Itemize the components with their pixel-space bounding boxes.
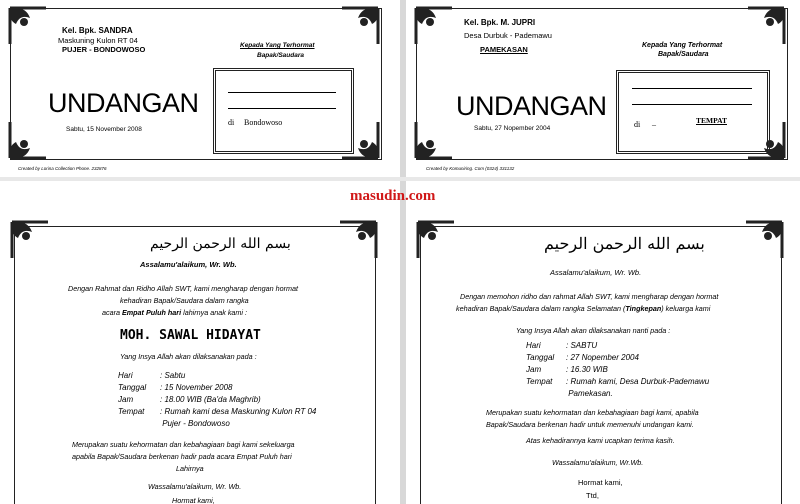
address-city: PUJER - BONDOWOSO: [62, 45, 146, 54]
location-dash: –: [652, 120, 656, 129]
credit-text: Created by Komuniring. Com (0324) 331132: [426, 166, 515, 171]
event-name: Empat Puluh hari: [121, 308, 182, 317]
location: TEMPAT: [696, 116, 727, 125]
envelope-right: [406, 0, 800, 176]
watermark: masudin.com: [350, 188, 436, 204]
address-line-blank: [228, 108, 336, 109]
intro-text: lahirnya anak kami :: [183, 308, 248, 317]
address-city: PAMEKASAN: [480, 45, 528, 54]
letter-left: [0, 212, 398, 504]
intro-text: ) keluarga kami: [661, 304, 711, 313]
row-value: : 27 Nopember 2004: [566, 353, 639, 362]
row-value: : Rumah kami desa Maskuning Kulon RT 04: [160, 407, 317, 416]
wassalam: Wassalamu'alaikum, Wr.Wb.: [552, 458, 644, 467]
schedule-row: [118, 370, 316, 382]
row-value: : Rumah kami, Desa Durbuk-Pademawu: [566, 377, 710, 386]
ornament-corner-icon: [6, 4, 52, 50]
intro-text: kehadiran Bapak/Saudara dalam rangka Selamatan (: [456, 304, 626, 313]
ornament-corner-icon: [334, 218, 380, 264]
row-value: : 15 November 2008: [160, 383, 233, 392]
intro-line: Dengan memohon ridho dan rahmat Allah SWT, kami mengharap dengan hormat: [460, 292, 719, 301]
letter-right: [406, 212, 800, 504]
intro-text: acara: [102, 308, 120, 317]
address-line-blank: [228, 92, 336, 93]
bismillah-calligraphy: بسم الله الرحمن الرحيم: [150, 236, 291, 252]
address-line: Desa Durbuk - Pademawu: [464, 31, 552, 40]
row-value: : SABTU: [566, 341, 598, 350]
wassalam: Wassalamu'alaikum, Wr. Wb.: [148, 482, 242, 491]
schedule-row: [118, 418, 316, 430]
family-name: Kel. Bpk. SANDRA: [62, 26, 133, 35]
thanks-line: Atas kehadirannya kami ucapkan terima kasih.: [526, 436, 675, 445]
closing-line: Merupakan suatu kehormatan dan kebahagiaan bagi kami, apabila: [486, 408, 699, 417]
event-name: Tingkepan: [625, 304, 662, 313]
ornament-corner-icon: [412, 116, 458, 162]
schedule-intro: Yang Insya Allah akan dilaksanakan nanti pada :: [516, 326, 671, 335]
child-name: MOH. SAWAL HIDAYAT: [120, 328, 261, 343]
schedule-row: [118, 406, 316, 418]
schedule-intro: Yang Insya Allah akan dilaksanakan pada :: [120, 352, 257, 361]
invitation-title: UNDANGAN: [48, 88, 199, 118]
recipient-header: Bapak/Saudara: [257, 52, 304, 59]
ornament-corner-icon: [412, 4, 458, 50]
credit-text: Created by Lorina Collection Phone. 232876: [18, 166, 107, 171]
schedule-row: [526, 364, 709, 376]
row-value: Pujer - Bondowoso: [160, 419, 230, 428]
intro-line: [102, 308, 247, 317]
schedule-table: [526, 340, 709, 400]
envelope-left: [0, 0, 398, 176]
greeting: Assalamu'alaikum, Wr. Wb.: [140, 260, 237, 269]
recipient-frame: [213, 68, 354, 154]
recipient-header: Bapak/Saudara: [658, 51, 709, 58]
intro-line: Dengan Rahmat dan Ridho Allah SWT, kami mengharap dengan hormat: [68, 284, 298, 293]
row-label: Jam: [526, 365, 542, 374]
ornament-corner-icon: [336, 4, 382, 50]
location-prefix: di: [228, 118, 235, 127]
address-line-blank: [632, 88, 752, 89]
row-label: Tempat: [526, 377, 553, 386]
schedule-row: [118, 394, 316, 406]
address-line-blank: [632, 104, 752, 105]
ornament-corner-icon: [6, 116, 52, 162]
row-label: Hari: [526, 341, 541, 350]
schedule-row: [526, 376, 709, 388]
ornament-corner-icon: [8, 218, 54, 264]
intro-line: kehadiran Bapak/Saudara dalam rangka: [120, 296, 249, 305]
ornament-corner-icon: [742, 4, 788, 50]
closing-line: Lahirnya: [176, 464, 204, 473]
schedule-row: [526, 388, 709, 400]
row-label: Tempat: [118, 407, 145, 416]
invitation-title: UNDANGAN: [456, 91, 607, 121]
invitation-date: Sabtu, 15 November 2008: [66, 126, 142, 133]
row-label: Jam: [118, 395, 134, 404]
schedule-row: [526, 340, 709, 352]
row-label: Tanggal: [118, 383, 147, 392]
row-label: Tanggal: [526, 353, 555, 362]
schedule-table: [118, 370, 316, 430]
invitation-date: Sabtu, 27 Nopember 2004: [474, 125, 551, 132]
closing-line: Bapak/Saudara berkenan hadir untuk memenuhi undangan kami.: [486, 420, 694, 429]
row-value: Pamekasan.: [566, 389, 613, 398]
address-line: Maskuning Kulon RT 04: [58, 36, 138, 45]
closing-line: apabila Bapak/Saudara berkenan hadir pada acara Empat Puluh hari: [72, 452, 292, 461]
location-prefix: di: [634, 120, 641, 129]
row-value: : 18.00 WIB (Ba'da Maghrib): [160, 395, 261, 404]
schedule-row: [526, 352, 709, 364]
ttd: Ttd,: [586, 491, 599, 500]
row-value: : 16.30 WIB: [566, 365, 608, 374]
recipient-header: Kepada Yang Terhormat: [642, 42, 723, 49]
hormat-kami: Hormat kami,: [172, 496, 215, 504]
bismillah-calligraphy: بسم الله الرحمن الرحيم: [544, 234, 705, 253]
intro-line: [456, 304, 710, 313]
greeting: Assalamu'alaikum, Wr. Wb.: [550, 268, 642, 277]
row-separator: [0, 177, 800, 181]
recipient-frame: [616, 70, 770, 154]
location: Bondowoso: [244, 118, 283, 127]
family-name: Kel. Bpk. M. JUPRI: [464, 18, 536, 27]
ornament-corner-icon: [740, 218, 786, 264]
closing-line: Merupakan suatu kehormatan dan kebahagiaan bagi kami sekeluarga: [72, 440, 295, 449]
row-value: : Sabtu: [160, 371, 186, 380]
hormat-kami: Hormat kami,: [578, 478, 623, 487]
schedule-row: [118, 382, 316, 394]
recipient-header: Kepada Yang Terhormat: [240, 42, 315, 49]
ornament-corner-icon: [414, 218, 460, 264]
row-label: Hari: [118, 371, 133, 380]
